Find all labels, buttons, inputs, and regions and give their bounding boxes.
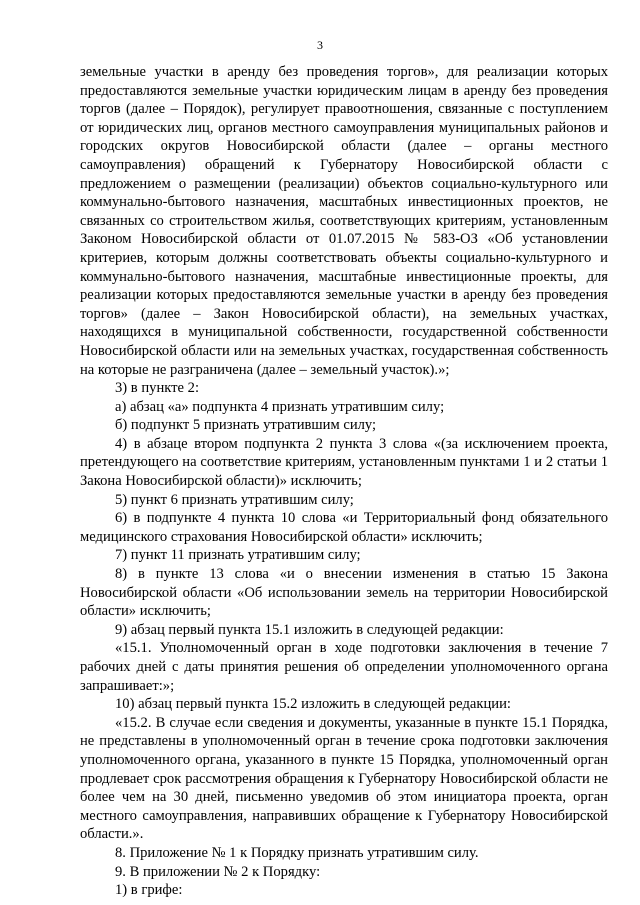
- page-number: 3: [317, 38, 323, 52]
- paragraph-item-3b: б) подпункт 5 признать утратившим силу;: [115, 417, 377, 434]
- paragraph-item-3a: а) абзац «а» подпункта 4 признать утратившим силу;: [115, 398, 445, 415]
- document-body: [80, 63, 608, 900]
- paragraph-item-6: 6) в подпункте 4 пункта 10 слова «и Территориальный фонд обязательного медицинского страхования Новосибирской области» исключить;: [80, 510, 608, 545]
- paragraph-section-9: 9. В приложении № 2 к Порядку:: [115, 863, 321, 880]
- paragraph-item-5: 5) пункт 6 признать утратившим силу;: [115, 491, 354, 508]
- paragraph-section-8: 8. Приложение № 1 к Порядку признать утратившим силу.: [115, 844, 479, 861]
- paragraph-item-4: 4) в абзаце втором подпункта 2 пункта 3 слова «(за исключением проекта, претендующего на соответствие критериям, установленным пунктами 1 и 2 статьи 1 Закона Новосибирской области)» исключить;: [80, 435, 608, 490]
- paragraph-item-7: 7) пункт 11 признать утратившим силу;: [115, 547, 361, 564]
- paragraph-quote-15-1: «15.1. Уполномоченный орган в ходе подготовки заключения в течение 7 рабочих дней с даты принятия решения об определении уполномоченного органа запрашивает:»;: [80, 640, 608, 694]
- paragraph-section-9-item-1: 1) в грифе:: [115, 882, 183, 899]
- paragraph-item-8: 8) в пункте 13 слова «и о внесении изменения в статью 15 Закона Новосибирской области «Об использовании земель на территории Новосибирской области» исключить;: [80, 566, 608, 620]
- paragraph-quote-15-2: «15.2. В случае если сведения и документы, указанные в пункте 15.1 Порядка, не представлены в уполномоченный орган в течение срока подготовки заключения уполномоченного органа, указанного в пункте 15 Порядка, уполномоченный орган продлевает срок рассмотрения обращения к Губернатору Новосибирской области не более чем на 30 дней, письменно уведомив об этом инициатора проекта, орган местного самоуправления, направивших обращение к Губернатору Новосибирской области.».: [80, 714, 608, 843]
- paragraph-item-3: 3) в пункте 2:: [115, 380, 200, 397]
- paragraph-item-9: 9) абзац первый пункта 15.1 изложить в следующей редакции:: [115, 621, 504, 638]
- paragraph-procedure-definition: земельные участки в аренду без проведения торгов», для реализации которых предоставляются земельные участки юридическим лицам в аренду без проведения торгов (далее – Порядок), регулирует правоотношения, связанные с поступлением от юридических лиц, органов местного самоуправления муниципальных районов и городских округов Новосибирской области (далее – органы местного самоуправления) обращений к Губернатору Новосибирской области с предложением о размещении (реализации) объектов социально-культурного или коммунально-бытового назначения, масштабных инвестиционных проектов, не связанных со строительством жилья, соответствующих критериям, установленным Законом Новосибирской области от 01.07.2015 № 583-ОЗ «Об установлении критериев, которым должны соответствовать объекты социально-культурного и коммунально-бытового назначения, масштабные инвестиционные проекты, для реализации которых предоставляются земельные участки в аренду без проведения торгов» (далее – Закон Новосибирской области), на земельных участках, находящихся в муниципальной собственности, государственной собственности Новосибирской области или на земельных участках, государственная собственность на которые не разграничена (далее – земельный участок).»;: [80, 64, 608, 378]
- paragraph-item-10: 10) абзац первый пункта 15.2 изложить в следующей редакции:: [115, 696, 511, 713]
